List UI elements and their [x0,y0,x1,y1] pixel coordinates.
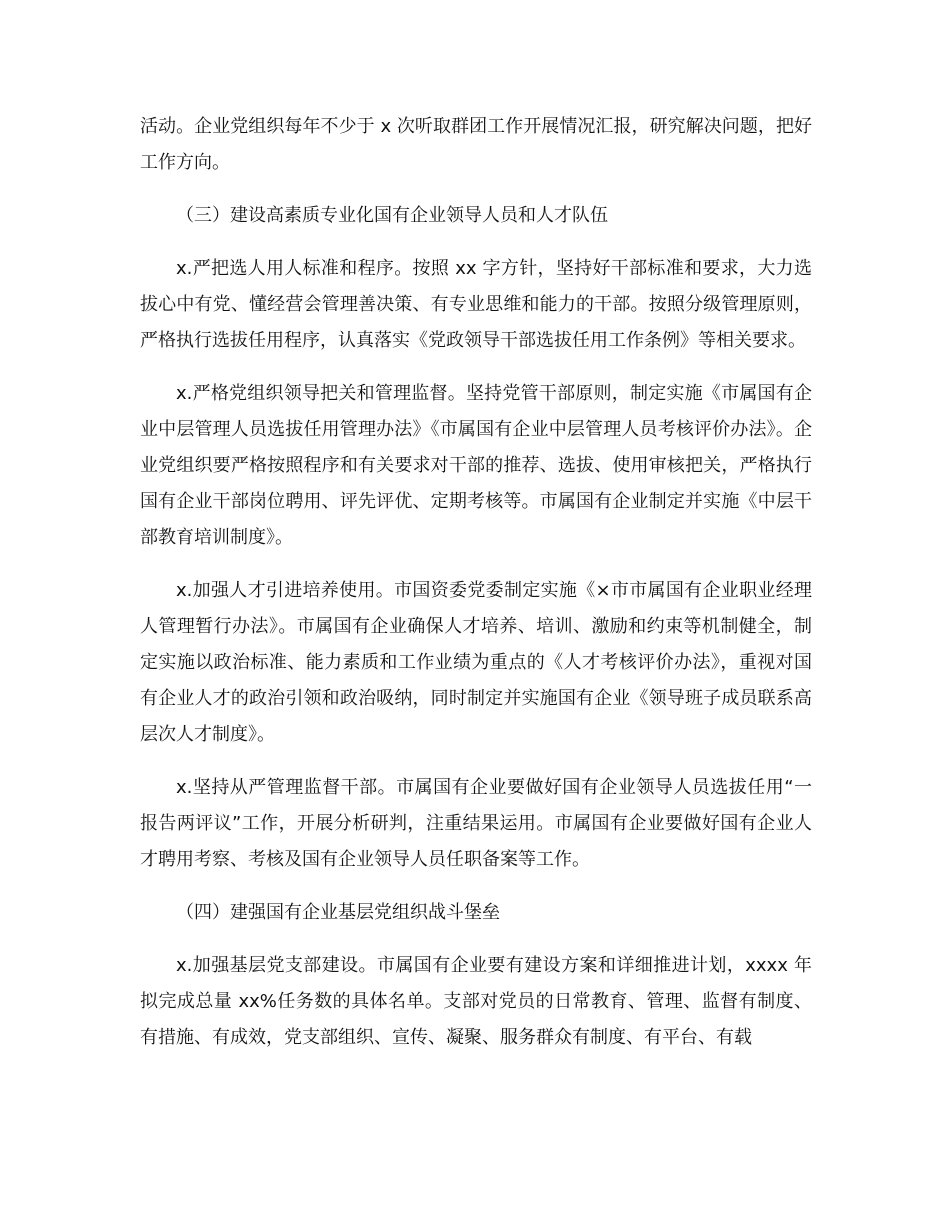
section-heading-3: （三）建设高素质专业化国有企业领导人员和人才队伍 [176,205,608,226]
paragraph-selection-standards: x.严把选人用人标准和程序。按照 xx 字方针，坚持好干部标准和要求，大力选拔心中有党、懂经营会管理善决策、有专业思维和能力的干部。按照分级管理原则，严格执行选拔任用程序，认真落实《党政领导干部选拔任用工作条例》等相关要求。 [140,258,812,351]
paragraph-branch-building: x.加强基层党支部建设。市属国有企业要有建设方案和详细推进计划，xxxx 年拟完成总量 xx%任务数的具体名单。支部对党员的日常教育、管理、监督有制度、有措施、有成效，党支部组织、宣传、凝聚、服务群众有制度、有平台、有载 [140,955,812,1048]
paragraph-strict-management: x.坚持从严管理监督干部。市属国有企业要做好国有企业领导人员选拔任用“一报告两评议”工作，开展分析研判，注重结果运用。市属国有企业要做好国有企业人才聘用考察、考核及国有企业领导人员任职备案等工作。 [140,777,812,870]
paragraph-continuation: 活动。企业党组织每年不少于 x 次听取群团工作开展情况汇报，研究解决问题，把好工作方向。 [140,116,812,173]
paragraph-talent-development: x.加强人才引进培养使用。市国资委党委制定实施《×市市属国有企业职业经理人管理暂行办法》。市属国有企业确保人才培养、培训、激励和约束等机制健全，制定实施以政治标准、能力素质和工作业绩为重点的《人才考核评价办法》，重视对国有企业人才的政治引领和政治吸纳，同时制定并实施国有企业《领导班子成员联系高层次人才制度》。 [140,580,812,745]
document-body [140,109,812,1073]
section-heading-4: （四）建强国有企业基层党组织战斗堡垒 [176,902,500,923]
paragraph-party-supervision: x.严格党组织领导把关和管理监督。坚持党管干部原则，制定实施《市属国有企业中层管理人员选拔任用管理办法》《市属国有企业中层管理人员考核评价办法》。企业党组织要严格按照程序和有关要求对干部的推荐、选拔、使用审核把关，严格执行国有企业干部岗位聘用、评先评优、定期考核等。市属国有企业制定并实施《中层干部教育培训制度》。 [140,383,812,548]
